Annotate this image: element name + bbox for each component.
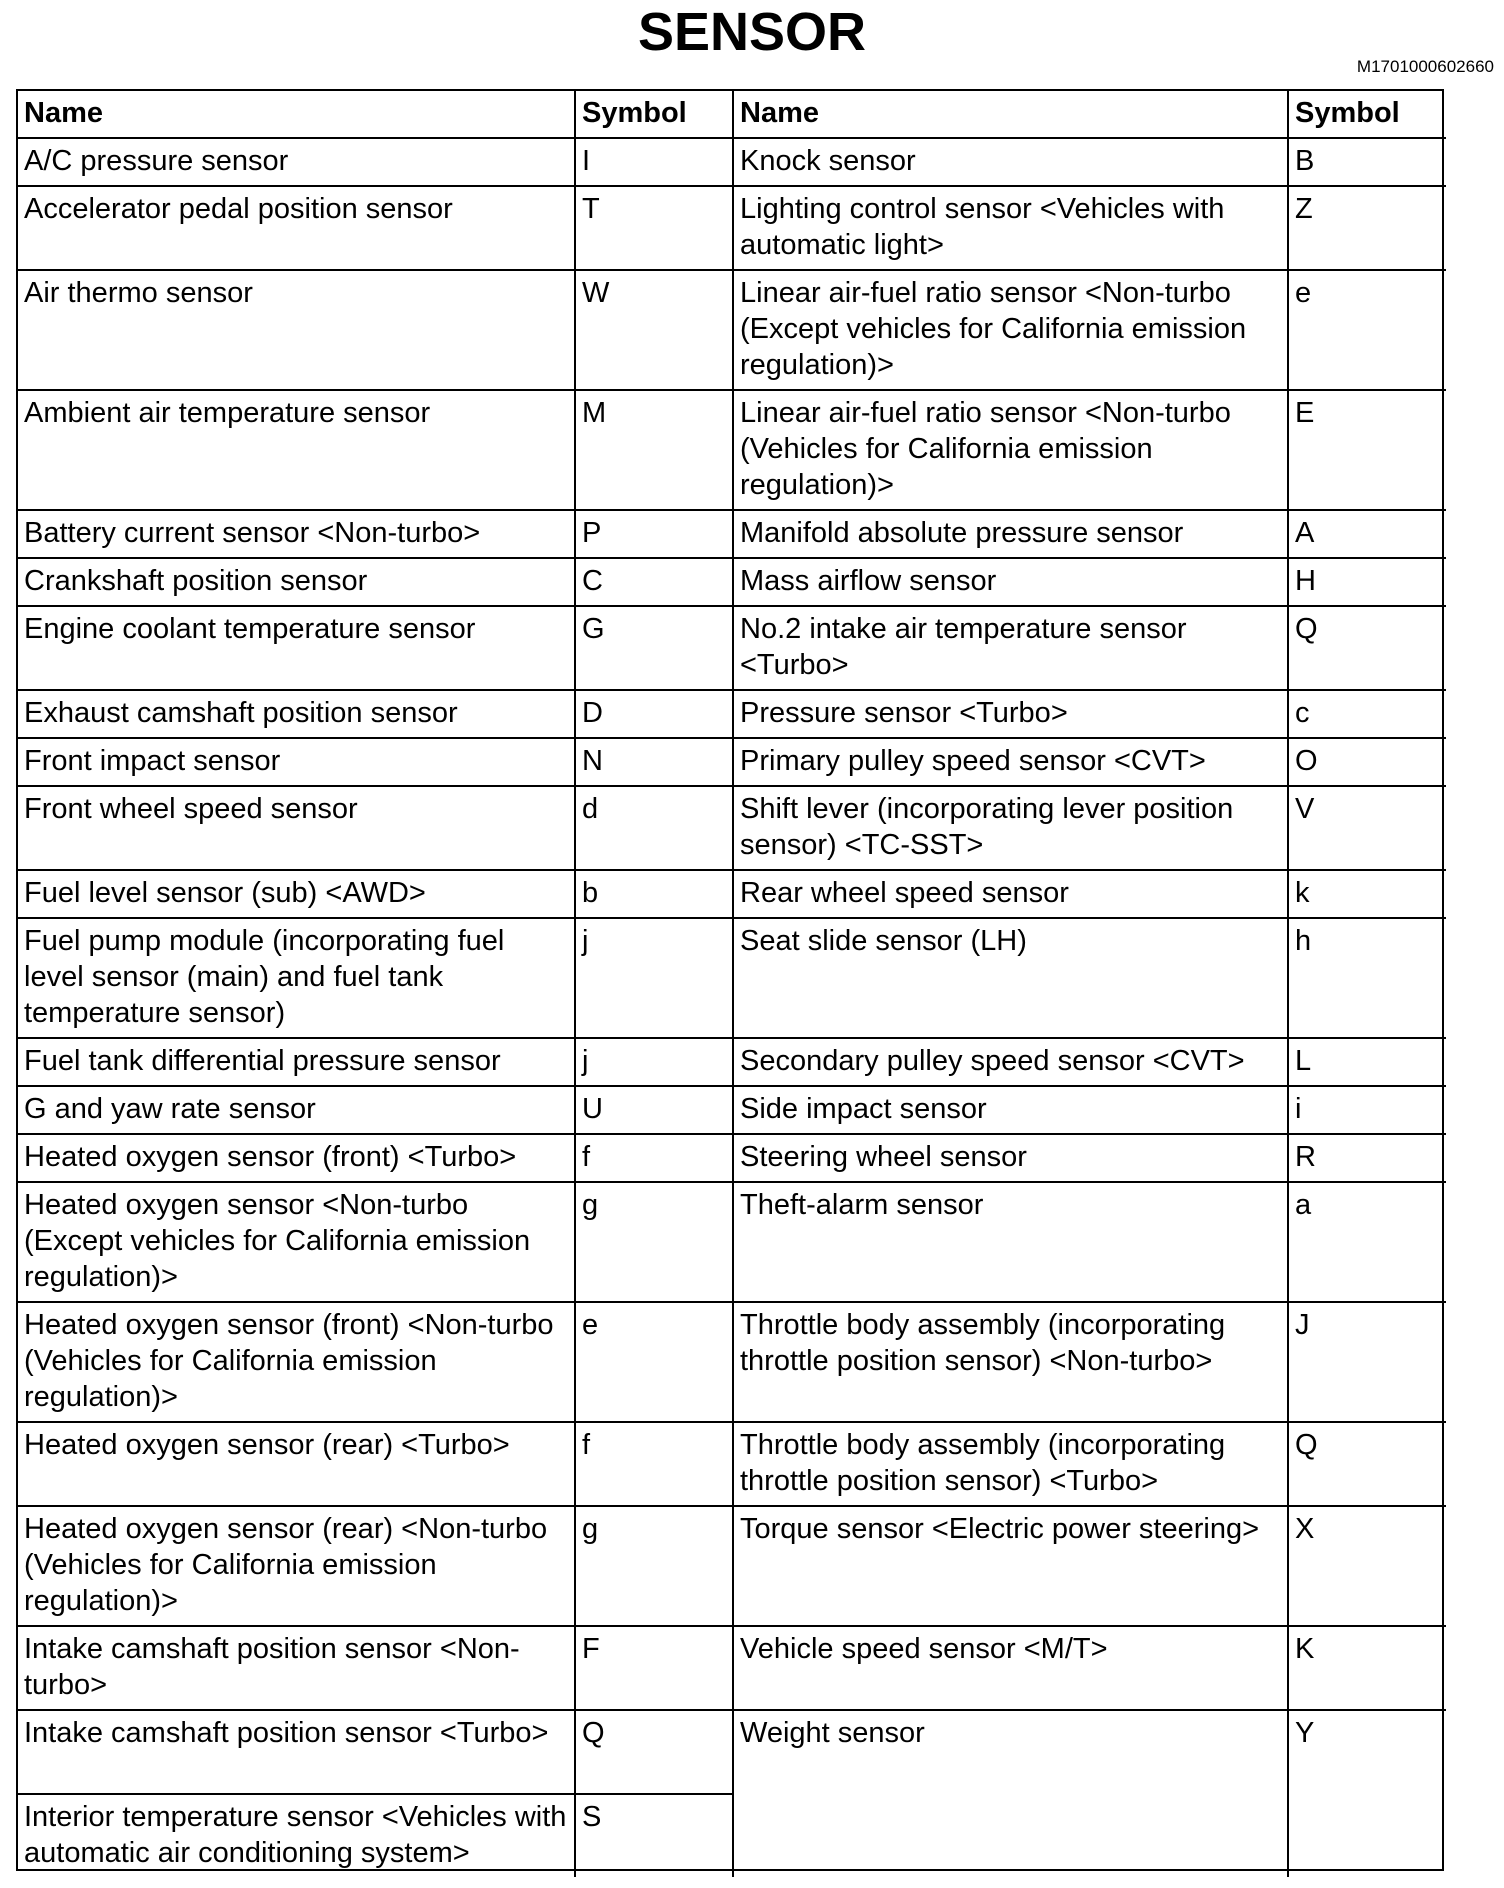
sensor-symbol: A bbox=[1289, 511, 1446, 559]
sensor-symbol: g bbox=[576, 1507, 734, 1627]
sensor-name: Mass airflow sensor bbox=[734, 559, 1289, 607]
sensor-name: Steering wheel sensor bbox=[734, 1135, 1289, 1183]
sensor-symbol: F bbox=[576, 1627, 734, 1711]
sensor-symbol: d bbox=[576, 787, 734, 871]
sensor-name: Intake camshaft position sensor <Non-turbo> bbox=[18, 1627, 576, 1711]
sensor-table bbox=[16, 89, 1444, 1871]
sensor-name: Engine coolant temperature sensor bbox=[18, 607, 576, 691]
sensor-name: Front impact sensor bbox=[18, 739, 576, 787]
sensor-name: Weight sensor bbox=[734, 1711, 1289, 1877]
sensor-name: Exhaust camshaft position sensor bbox=[18, 691, 576, 739]
sensor-symbol: Q bbox=[576, 1711, 734, 1795]
header-symbol-left: Symbol bbox=[576, 91, 734, 139]
sensor-name: Crankshaft position sensor bbox=[18, 559, 576, 607]
sensor-name: No.2 intake air temperature sensor <Turbo> bbox=[734, 607, 1289, 691]
sensor-symbol: e bbox=[576, 1303, 734, 1423]
sensor-name: Throttle body assembly (incorporating throttle position sensor) <Non-turbo> bbox=[734, 1303, 1289, 1423]
sensor-symbol: B bbox=[1289, 139, 1446, 187]
sensor-name: Heated oxygen sensor (rear) <Turbo> bbox=[18, 1423, 576, 1507]
header-name-right: Name bbox=[734, 91, 1289, 139]
sensor-name: Pressure sensor <Turbo> bbox=[734, 691, 1289, 739]
sensor-symbol: e bbox=[1289, 271, 1446, 391]
sensor-name: Primary pulley speed sensor <CVT> bbox=[734, 739, 1289, 787]
sensor-symbol: f bbox=[576, 1423, 734, 1507]
sensor-symbol: G bbox=[576, 607, 734, 691]
sensor-symbol: J bbox=[1289, 1303, 1446, 1423]
sensor-symbol: j bbox=[576, 1039, 734, 1087]
sensor-symbol: f bbox=[576, 1135, 734, 1183]
sensor-name: Linear air-fuel ratio sensor <Non-turbo (Except vehicles for California emission regulation)> bbox=[734, 271, 1289, 391]
sensor-name: Torque sensor <Electric power steering> bbox=[734, 1507, 1289, 1627]
sensor-name: Secondary pulley speed sensor <CVT> bbox=[734, 1039, 1289, 1087]
sensor-name: A/C pressure sensor bbox=[18, 139, 576, 187]
sensor-symbol: I bbox=[576, 139, 734, 187]
sensor-name: Linear air-fuel ratio sensor <Non-turbo (Vehicles for California emission regulation)> bbox=[734, 391, 1289, 511]
sensor-symbol: S bbox=[576, 1795, 734, 1877]
sensor-symbol: D bbox=[576, 691, 734, 739]
sensor-name: Fuel pump module (incorporating fuel level sensor (main) and fuel tank temperature sensor) bbox=[18, 919, 576, 1039]
header-name-left: Name bbox=[18, 91, 576, 139]
sensor-symbol: U bbox=[576, 1087, 734, 1135]
sensor-name: Theft-alarm sensor bbox=[734, 1183, 1289, 1303]
sensor-symbol: h bbox=[1289, 919, 1446, 1039]
sensor-symbol: L bbox=[1289, 1039, 1446, 1087]
sensor-symbol: T bbox=[576, 187, 734, 271]
sensor-symbol: M bbox=[576, 391, 734, 511]
sensor-symbol: j bbox=[576, 919, 734, 1039]
sensor-symbol: b bbox=[576, 871, 734, 919]
sensor-symbol: Q bbox=[1289, 1423, 1446, 1507]
sensor-name: Heated oxygen sensor (rear) <Non-turbo (Vehicles for California emission regulation)> bbox=[18, 1507, 576, 1627]
sensor-symbol: c bbox=[1289, 691, 1446, 739]
sensor-name: Accelerator pedal position sensor bbox=[18, 187, 576, 271]
sensor-symbol: Z bbox=[1289, 187, 1446, 271]
sensor-symbol: Y bbox=[1295, 1717, 1315, 1749]
sensor-symbol: E bbox=[1289, 391, 1446, 511]
header-symbol-right: Symbol bbox=[1289, 91, 1446, 139]
sensor-name: Shift lever (incorporating lever position sensor) <TC-SST> bbox=[734, 787, 1289, 871]
sensor-name: Air thermo sensor bbox=[18, 271, 576, 391]
sensor-symbol: Q bbox=[1289, 607, 1446, 691]
sensor-symbol: P bbox=[576, 511, 734, 559]
sensor-name: Vehicle speed sensor <M/T> bbox=[734, 1627, 1289, 1711]
sensor-name: Lighting control sensor <Vehicles with automatic light> bbox=[734, 187, 1289, 271]
sensor-symbol: W bbox=[576, 271, 734, 391]
sensor-name: Heated oxygen sensor (front) <Turbo> bbox=[18, 1135, 576, 1183]
sensor-name: Heated oxygen sensor <Non-turbo (Except vehicles for California emission regulation)> bbox=[18, 1183, 576, 1303]
sensor-name: Fuel tank differential pressure sensor bbox=[18, 1039, 576, 1087]
sensor-name: Fuel level sensor (sub) <AWD> bbox=[18, 871, 576, 919]
sensor-symbol: N bbox=[576, 739, 734, 787]
sensor-name: Manifold absolute pressure sensor bbox=[734, 511, 1289, 559]
sensor-symbol: O bbox=[1289, 739, 1446, 787]
sensor-symbol: X bbox=[1289, 1507, 1446, 1627]
page-title: SENSOR bbox=[637, 2, 867, 62]
sensor-name: Ambient air temperature sensor bbox=[18, 391, 576, 511]
sensor-symbol: k bbox=[1289, 871, 1446, 919]
sensor-symbol: R bbox=[1289, 1135, 1446, 1183]
sensor-symbol: a bbox=[1289, 1183, 1446, 1303]
sensor-name: Seat slide sensor (LH) bbox=[734, 919, 1289, 1039]
sensor-name: Intake camshaft position sensor <Turbo> bbox=[18, 1711, 576, 1795]
sensor-symbol: V bbox=[1289, 787, 1446, 871]
sensor-name: Side impact sensor bbox=[734, 1087, 1289, 1135]
document-id: M1701000602660 bbox=[1356, 57, 1494, 76]
sensor-name: Interior temperature sensor <Vehicles with automatic air conditioning system> bbox=[18, 1795, 576, 1877]
sensor-symbol: K bbox=[1289, 1627, 1446, 1711]
sensor-name: Knock sensor bbox=[734, 139, 1289, 187]
sensor-symbol: H bbox=[1289, 559, 1446, 607]
sensor-symbol: g bbox=[576, 1183, 734, 1303]
sensor-name: G and yaw rate sensor bbox=[18, 1087, 576, 1135]
sensor-name: Heated oxygen sensor (front) <Non-turbo (Vehicles for California emission regulation)> bbox=[18, 1303, 576, 1423]
sensor-name: Throttle body assembly (incorporating throttle position sensor) <Turbo> bbox=[734, 1423, 1289, 1507]
sensor-symbol: C bbox=[576, 559, 734, 607]
sensor-symbol: i bbox=[1289, 1087, 1446, 1135]
sensor-name: Rear wheel speed sensor bbox=[734, 871, 1289, 919]
sensor-name: Front wheel speed sensor bbox=[18, 787, 576, 871]
sensor-name: Battery current sensor <Non-turbo> bbox=[18, 511, 576, 559]
